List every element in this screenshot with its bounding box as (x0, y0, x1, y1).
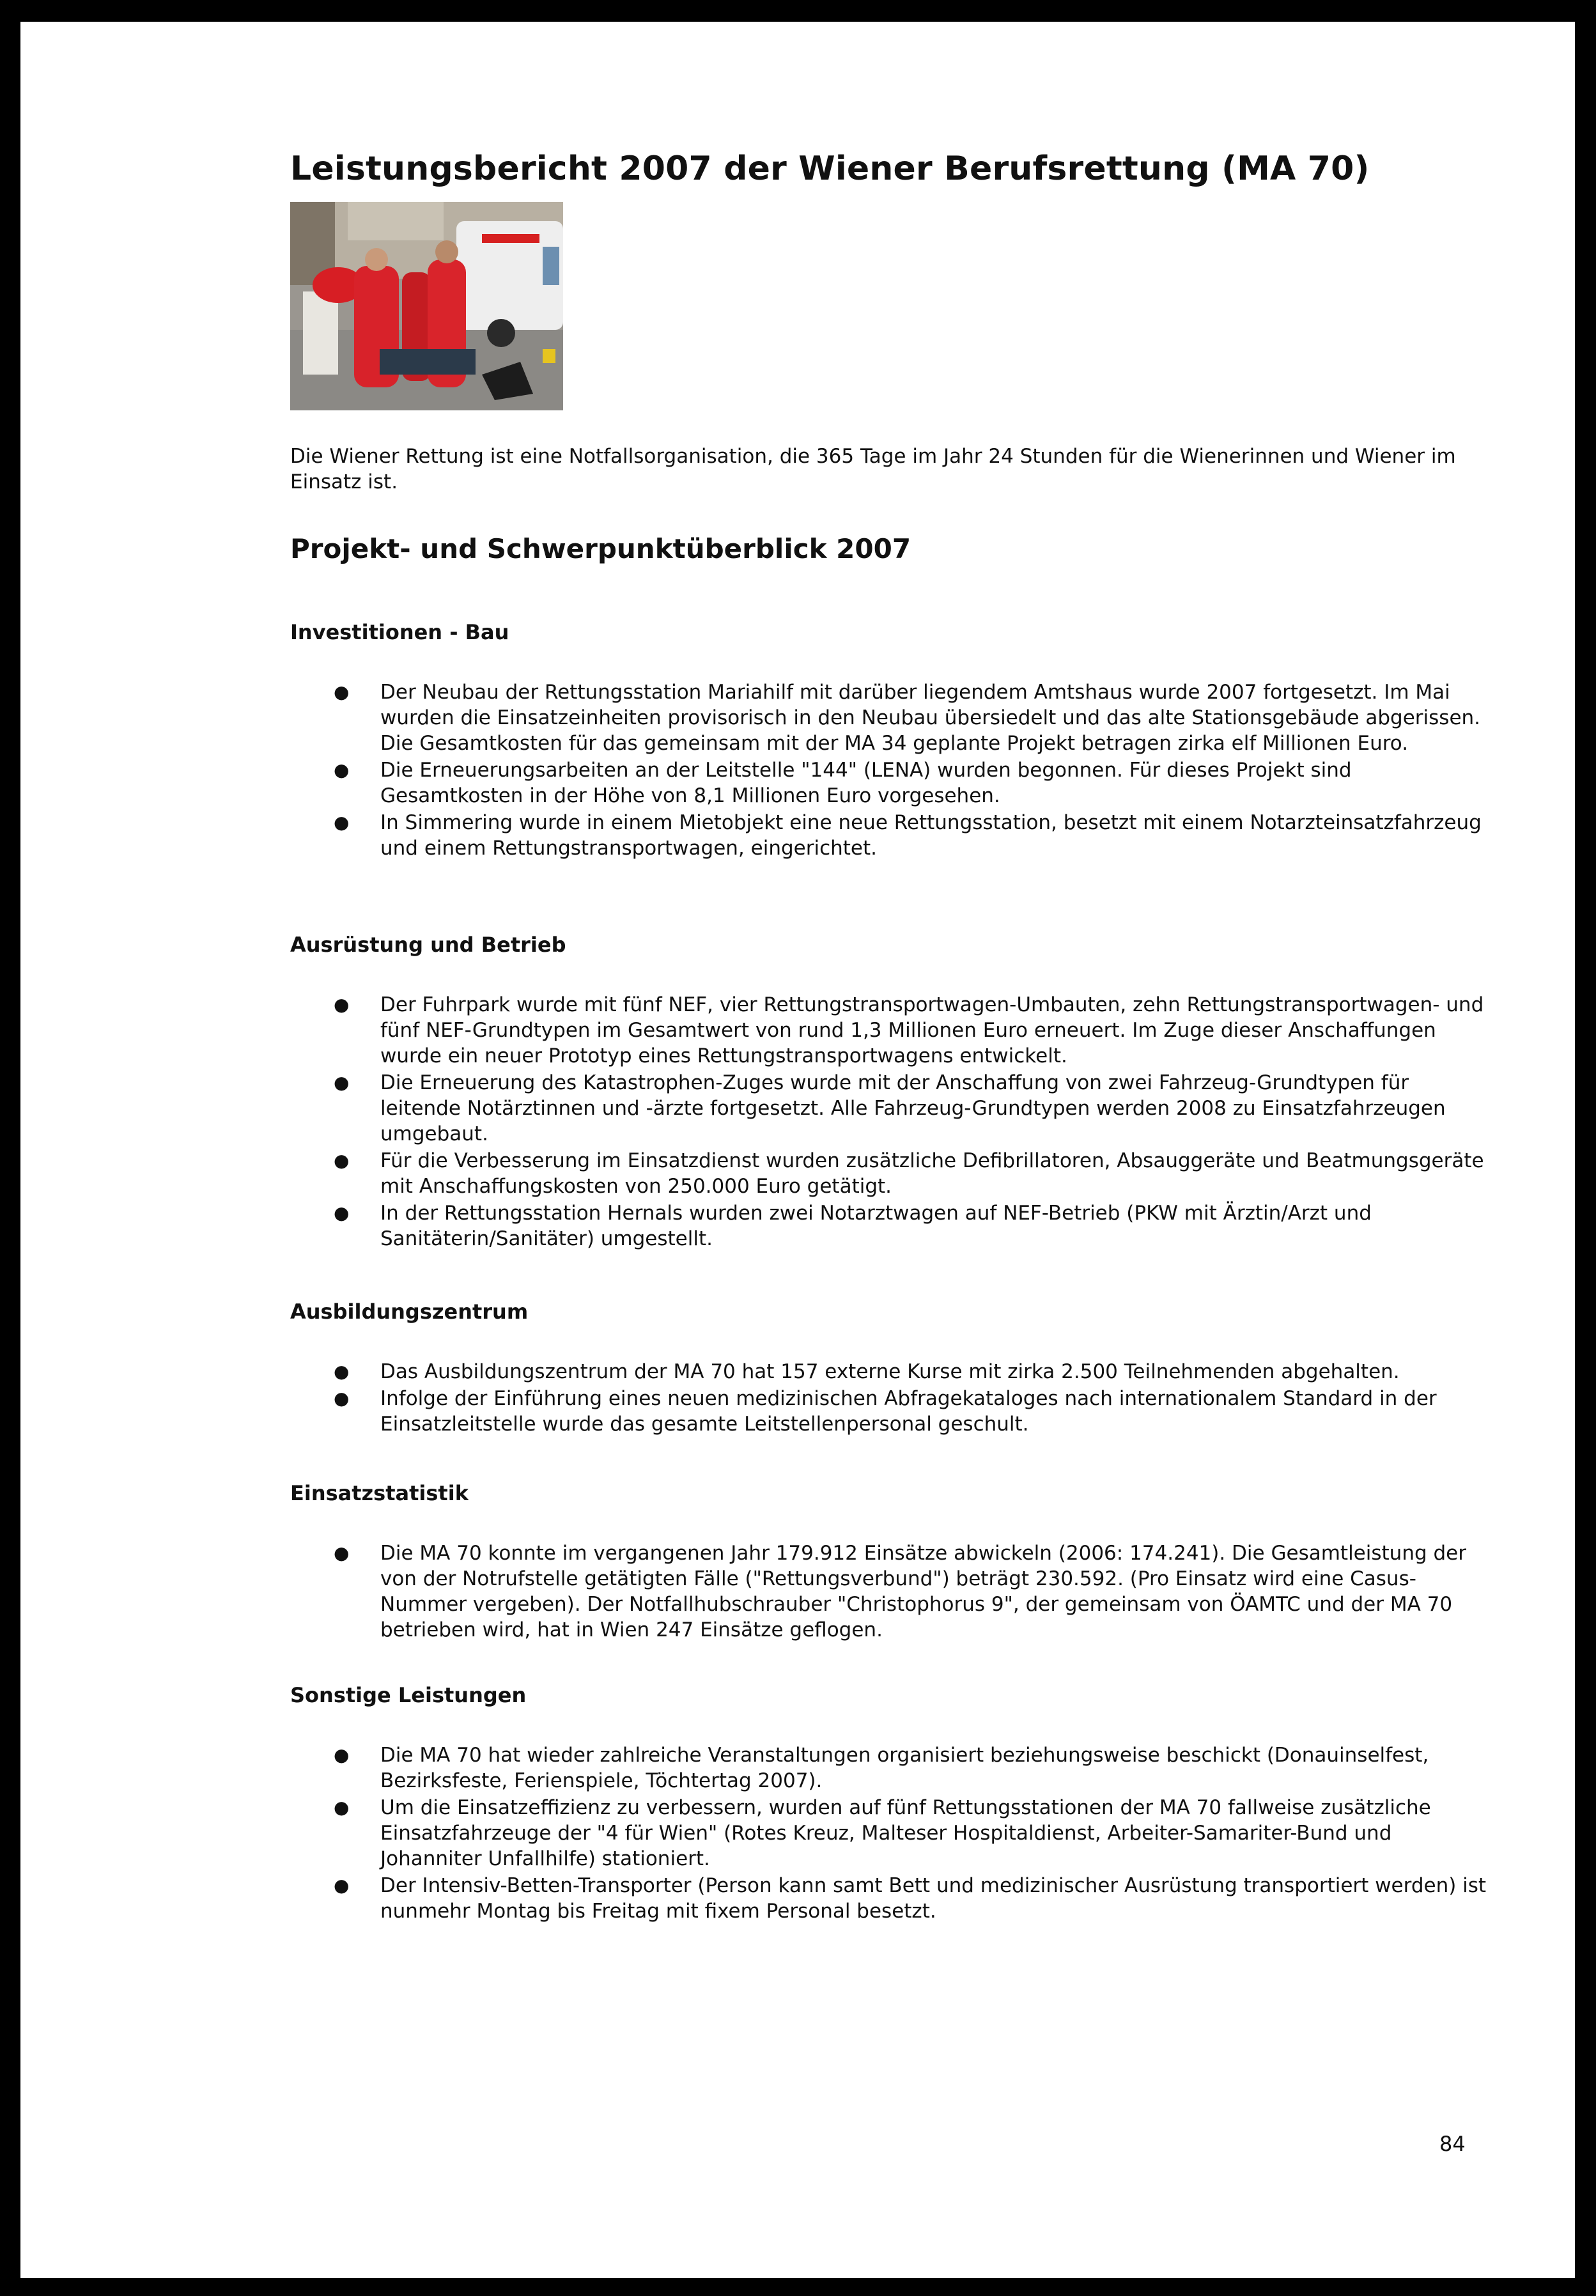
list-item: ● Für die Verbesserung im Einsatzdienst wurden zusätzliche Defibrillatoren, Absauggeräte und Beatmungsgeräte mit Anschaffungskosten von 250.000 Euro getätigt. (334, 1149, 1484, 1198)
section-einsatzstatistik (290, 1480, 1492, 1644)
bullet-icon: ● (334, 994, 350, 1015)
bullet-icon: ● (334, 1797, 350, 1818)
section-heading: Ausrüstung und Betrieb (290, 933, 566, 957)
intro-paragraph: Die Wiener Rettung ist eine Notfallsorganisation, die 365 Tage im Jahr 24 Stunden für die Wienerinnen und Wiener im Einsatz ist. (290, 445, 1456, 493)
section-heading: Ausbildungszentrum (290, 1299, 529, 1324)
list-item: ● Die Erneuerungsarbeiten an der Leitstelle "144" (LENA) wurden begonnen. Für dieses Projekt sind Gesamtkosten in der Höhe von 8,1 Millionen Euro vorgesehen. (334, 759, 1352, 807)
document-page (20, 22, 1575, 2278)
section-investitionen-bau (290, 619, 1492, 862)
rescue-photo-icon (290, 202, 563, 410)
bullet-icon: ● (334, 1744, 350, 1765)
overview-heading: Projekt- und Schwerpunktüberblick 2007 (290, 533, 911, 564)
list-item: ● Die MA 70 hat wieder zahlreiche Veranstaltungen organisiert beziehungsweise beschickt (Donauinselfest, Bezirksfeste, Ferienspiele, Töchtertag 2007). (334, 1744, 1429, 1792)
section-sonstige-leistungen (290, 1682, 1492, 1925)
list-item: ● Der Fuhrpark wurde mit fünf NEF, vier Rettungstransportwagen-Umbauten, zehn Rettungstransportwagen- und fünf NEF-Grundtypen im Gesamtwert von rund 1,3 Millionen Euro erneuert. Im Zuge dieser Anschaffungen wurde ein neuer Prototyp eines Rettungstransportwagens entwickelt. (334, 993, 1484, 1067)
bullet-icon: ● (334, 1072, 350, 1093)
bullet-icon: ● (334, 759, 350, 780)
list-item: ● Infolge der Einführung eines neuen medizinischen Abfragekataloges nach internationalem Standard in der Einsatzleitstelle wurde das gesamte Leitstellenpersonal geschult. (334, 1387, 1437, 1436)
bullet-list (290, 992, 1492, 1252)
bullet-list (290, 679, 1492, 861)
list-item: ● Die MA 70 konnte im vergangenen Jahr 179.912 Einsätze abwickeln (2006: 174.241). Die Gesamtleistung der von der Notrufstelle getätigten Fälle ("Rettungsverbund") beträgt 230.592. (Pro Einsatz wird eine Casus-Nummer vergeben). Der Notfallhubschrauber "Christophorus 9", der gemeinsam von ÖAMTC und der MA 70 betrieben wird, hat in Wien 247 Einsätze geflogen. (334, 1542, 1466, 1641)
section-ausruestung-betrieb (290, 932, 1492, 1253)
section-heading: Einsatzstatistik (290, 1481, 469, 1505)
bullet-icon: ● (334, 1150, 350, 1171)
bullet-icon: ● (334, 1202, 350, 1223)
list-item: ● Das Ausbildungszentrum der MA 70 hat 157 externe Kurse mit zirka 2.500 Teilnehmenden abgehalten. (334, 1360, 1400, 1383)
list-item: ● In der Rettungsstation Hernals wurden zwei Notarztwagen auf NEF-Betrieb (PKW mit Ärztin/Arzt und Sanitäterin/Sanitäter) umgestellt. (334, 1202, 1372, 1250)
bullet-icon: ● (334, 1361, 350, 1382)
bullet-icon: ● (334, 812, 350, 833)
page-number: 84 (1439, 2132, 1466, 2156)
bullet-icon: ● (334, 681, 350, 702)
section-heading: Investitionen - Bau (290, 620, 509, 644)
list-item: ● Der Neubau der Rettungsstation Mariahilf mit darüber liegendem Amtshaus wurde 2007 fortgesetzt. Im Mai wurden die Einsatzeinheiten provisorisch in den Neubau übersiedelt und das alte Stationsgebäude abgerissen. Die Gesamtkosten für das gemeinsam mit der MA 34 geplante Projekt betragen zirka elf Millionen Euro. (334, 681, 1481, 755)
bullet-icon: ● (334, 1542, 350, 1563)
bullet-list (290, 1359, 1492, 1437)
bullet-icon: ● (334, 1388, 350, 1409)
list-item: ● In Simmering wurde in einem Mietobjekt eine neue Rettungsstation, besetzt mit einem Notarzteinsatzfahrzeug und einem Rettungstransportwagen, eingerichtet. (334, 811, 1482, 860)
bullet-list (290, 1540, 1492, 1643)
bullet-list (290, 1742, 1492, 1924)
section-heading: Sonstige Leistungen (290, 1683, 527, 1707)
list-item: ● Der Intensiv-Betten-Transporter (Person kann samt Bett und medizinischer Ausrüstung transportiert werden) ist nunmehr Montag bis Freitag mit fixem Personal besetzt. (334, 1874, 1487, 1923)
list-item: ● Um die Einsatzeffizienz zu verbessern, wurden auf fünf Rettungsstationen der MA 70 fallweise zusätzliche Einsatzfahrzeuge der "4 für Wien" (Rotes Kreuz, Malteser Hospitaldienst, Arbeiter-Samariter-Bund und Johanniter Unfallhilfe) stationiert. (334, 1796, 1431, 1870)
list-item: ● Die Erneuerung des Katastrophen-Zuges wurde mit der Anschaffung von zwei Fahrzeug-Grundtypen für leitende Notärztinnen und -ärzte fortgesetzt. Alle Fahrzeug-Grundtypen werden 2008 zu Einsatzfahrzeugen umgebaut. (334, 1071, 1446, 1145)
section-ausbildungszentrum (290, 1299, 1492, 1438)
page-title: Leistungsbericht 2007 der Wiener Berufsrettung (MA 70) (290, 150, 1370, 188)
bullet-icon: ● (334, 1875, 350, 1896)
